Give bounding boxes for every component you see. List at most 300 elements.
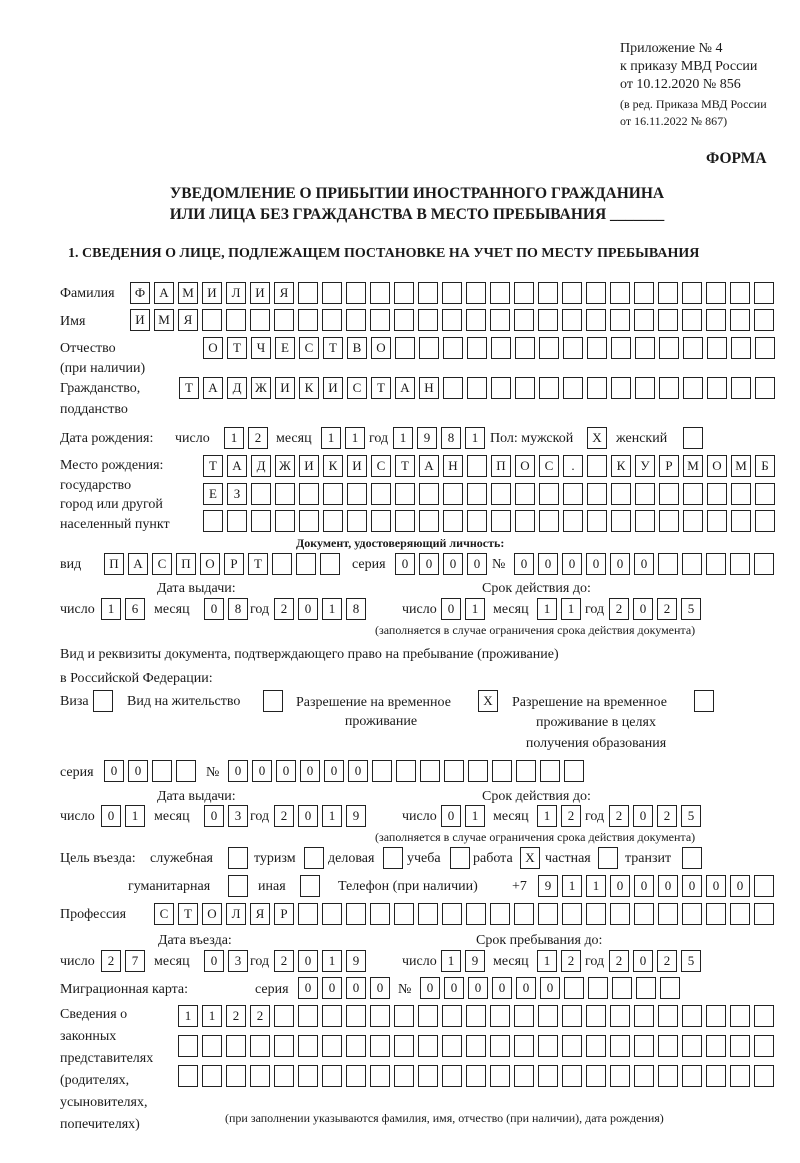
birth-place-row3-box[interactable] — [251, 510, 271, 532]
citizenship-box[interactable] — [515, 377, 535, 399]
representatives-row3-box[interactable] — [514, 1065, 534, 1087]
doc-kind-box[interactable] — [272, 553, 292, 575]
purpose-option-checkbox[interactable] — [228, 847, 248, 869]
residence-number-box[interactable] — [396, 760, 416, 782]
residence-number-box[interactable]: 0 — [228, 760, 248, 782]
phone-box[interactable]: 9 — [538, 875, 558, 897]
birth-place-row3-box[interactable] — [443, 510, 463, 532]
citizenship-box[interactable]: К — [299, 377, 319, 399]
profession-box[interactable] — [298, 903, 318, 925]
purpose-option-checkbox[interactable] — [228, 875, 248, 897]
name-box[interactable] — [706, 309, 726, 331]
birth-place-row2-box[interactable] — [251, 483, 271, 505]
sex-male-checkbox[interactable]: X — [587, 427, 607, 449]
birth-place-row1-box[interactable]: М — [683, 455, 703, 477]
phone-box[interactable]: 0 — [658, 875, 678, 897]
profession-box[interactable] — [490, 903, 510, 925]
profession-box[interactable] — [562, 903, 582, 925]
birth-place-row1-box[interactable]: К — [611, 455, 631, 477]
representatives-row3-box[interactable] — [250, 1065, 270, 1087]
representatives-row3-box[interactable] — [298, 1065, 318, 1087]
profession-box[interactable] — [370, 903, 390, 925]
purpose-option-checkbox[interactable] — [383, 847, 403, 869]
birth-place-row2-box[interactable] — [419, 483, 439, 505]
entry-year-box[interactable]: 1 — [322, 950, 342, 972]
residence-number-box[interactable]: 0 — [348, 760, 368, 782]
name-box[interactable] — [466, 309, 486, 331]
birth-place-row3-box[interactable] — [275, 510, 295, 532]
birth-place-row2-box[interactable] — [539, 483, 559, 505]
residence-series-box[interactable]: 0 — [104, 760, 124, 782]
surname-box[interactable] — [706, 282, 726, 304]
migration-series-box[interactable]: 0 — [346, 977, 366, 999]
migration-number-box[interactable]: 0 — [444, 977, 464, 999]
residence-number-box[interactable] — [516, 760, 536, 782]
surname-box[interactable] — [322, 282, 342, 304]
migration-number-box[interactable] — [636, 977, 656, 999]
residence-number-box[interactable]: 0 — [300, 760, 320, 782]
surname-box[interactable] — [490, 282, 510, 304]
phone-box[interactable]: 1 — [562, 875, 582, 897]
representatives-row1-box[interactable] — [466, 1005, 486, 1027]
surname-box[interactable] — [538, 282, 558, 304]
phone-box[interactable]: 1 — [586, 875, 606, 897]
citizenship-box[interactable]: Н — [419, 377, 439, 399]
representatives-row1-box[interactable] — [658, 1005, 678, 1027]
profession-box[interactable] — [658, 903, 678, 925]
birth-year-box[interactable]: 1 — [465, 427, 485, 449]
doc-series-box[interactable]: 0 — [395, 553, 415, 575]
birth-place-row1-box[interactable]: М — [731, 455, 751, 477]
profession-box[interactable]: О — [202, 903, 222, 925]
citizenship-box[interactable]: Т — [179, 377, 199, 399]
representatives-row1-box[interactable]: 2 — [250, 1005, 270, 1027]
surname-box[interactable] — [514, 282, 534, 304]
doc-kind-box[interactable]: О — [200, 553, 220, 575]
birth-place-row2-box[interactable] — [635, 483, 655, 505]
representatives-row3-box[interactable] — [490, 1065, 510, 1087]
representatives-row1-box[interactable] — [418, 1005, 438, 1027]
citizenship-box[interactable] — [731, 377, 751, 399]
patronymic-box[interactable] — [683, 337, 703, 359]
birth-place-row3-box[interactable] — [611, 510, 631, 532]
birth-place-row1-box[interactable] — [467, 455, 487, 477]
name-box[interactable] — [298, 309, 318, 331]
citizenship-box[interactable] — [539, 377, 559, 399]
purpose-option-checkbox[interactable] — [682, 847, 702, 869]
patronymic-box[interactable]: Ч — [251, 337, 271, 359]
purpose-option-checkbox[interactable] — [300, 875, 320, 897]
representatives-row1-box[interactable] — [538, 1005, 558, 1027]
representatives-row3-box[interactable] — [442, 1065, 462, 1087]
doc-number-box[interactable] — [682, 553, 702, 575]
migration-number-box[interactable] — [564, 977, 584, 999]
birth-place-row1-box[interactable]: А — [419, 455, 439, 477]
representatives-row3-box[interactable] — [346, 1065, 366, 1087]
surname-box[interactable] — [610, 282, 630, 304]
birth-place-row1-box[interactable]: У — [635, 455, 655, 477]
birth-place-row3-box[interactable] — [587, 510, 607, 532]
birth-place-row1-box[interactable]: К — [323, 455, 343, 477]
name-box[interactable]: М — [154, 309, 174, 331]
name-box[interactable] — [346, 309, 366, 331]
representatives-row2-box[interactable] — [538, 1035, 558, 1057]
surname-box[interactable] — [418, 282, 438, 304]
representatives-row1-box[interactable] — [586, 1005, 606, 1027]
stay_until-day-box[interactable]: 1 — [441, 950, 461, 972]
representatives-row3-box[interactable] — [202, 1065, 222, 1087]
birth-day-box[interactable]: 1 — [224, 427, 244, 449]
residence-number-box[interactable] — [540, 760, 560, 782]
birth-place-row1-box[interactable]: О — [707, 455, 727, 477]
representatives-row2-box[interactable] — [370, 1035, 390, 1057]
name-box[interactable] — [274, 309, 294, 331]
representatives-row1-box[interactable]: 1 — [202, 1005, 222, 1027]
name-box[interactable] — [490, 309, 510, 331]
name-box[interactable] — [418, 309, 438, 331]
surname-box[interactable] — [298, 282, 318, 304]
citizenship-box[interactable] — [635, 377, 655, 399]
birth-place-row2-box[interactable]: Е — [203, 483, 223, 505]
citizenship-box[interactable]: И — [275, 377, 295, 399]
id_doc-issue-day-box[interactable]: 1 — [101, 598, 121, 620]
patronymic-box[interactable]: Е — [275, 337, 295, 359]
name-box[interactable] — [514, 309, 534, 331]
birth-place-row3-box[interactable] — [323, 510, 343, 532]
representatives-row3-box[interactable] — [634, 1065, 654, 1087]
birth-place-row1-box[interactable]: Д — [251, 455, 271, 477]
birth-place-row3-box[interactable] — [467, 510, 487, 532]
doc-number-box[interactable] — [658, 553, 678, 575]
representatives-row2-box[interactable] — [730, 1035, 750, 1057]
birth-place-row3-box[interactable] — [227, 510, 247, 532]
surname-box[interactable] — [562, 282, 582, 304]
profession-box[interactable] — [418, 903, 438, 925]
patronymic-box[interactable] — [755, 337, 775, 359]
surname-box[interactable] — [586, 282, 606, 304]
profession-box[interactable] — [586, 903, 606, 925]
name-box[interactable] — [322, 309, 342, 331]
citizenship-box[interactable]: А — [203, 377, 223, 399]
residence_doc-valid-year-box[interactable]: 2 — [657, 805, 677, 827]
profession-box[interactable] — [514, 903, 534, 925]
residence_doc-issue-year-box[interactable]: 0 — [298, 805, 318, 827]
representatives-row1-box[interactable] — [346, 1005, 366, 1027]
surname-box[interactable]: Я — [274, 282, 294, 304]
representatives-row1-box[interactable] — [370, 1005, 390, 1027]
residence_doc-valid-month-box[interactable]: 2 — [561, 805, 581, 827]
profession-box[interactable] — [346, 903, 366, 925]
birth-year-box[interactable]: 9 — [417, 427, 437, 449]
name-box[interactable] — [610, 309, 630, 331]
patronymic-box[interactable] — [707, 337, 727, 359]
residence_doc-valid-month-box[interactable]: 1 — [537, 805, 557, 827]
birth-place-row1-box[interactable]: Б — [755, 455, 775, 477]
name-box[interactable] — [586, 309, 606, 331]
patronymic-box[interactable] — [467, 337, 487, 359]
id_doc-valid-day-box[interactable]: 0 — [441, 598, 461, 620]
stay_until-month-box[interactable]: 1 — [537, 950, 557, 972]
stay_until-day-box[interactable]: 9 — [465, 950, 485, 972]
visa-checkbox[interactable] — [93, 690, 113, 712]
citizenship-box[interactable] — [755, 377, 775, 399]
surname-box[interactable] — [682, 282, 702, 304]
id_doc-valid-day-box[interactable]: 1 — [465, 598, 485, 620]
representatives-row1-box[interactable] — [394, 1005, 414, 1027]
doc-kind-box[interactable] — [320, 553, 340, 575]
stay_until-year-box[interactable]: 2 — [609, 950, 629, 972]
sex-female-checkbox[interactable] — [683, 427, 703, 449]
representatives-row1-box[interactable] — [682, 1005, 702, 1027]
profession-box[interactable] — [610, 903, 630, 925]
birth-place-row3-box[interactable] — [659, 510, 679, 532]
surname-box[interactable] — [634, 282, 654, 304]
name-box[interactable] — [538, 309, 558, 331]
birth-place-row3-box[interactable] — [563, 510, 583, 532]
residence-number-box[interactable]: 0 — [252, 760, 272, 782]
phone-box[interactable]: 0 — [706, 875, 726, 897]
patronymic-box[interactable]: В — [347, 337, 367, 359]
representatives-row2-box[interactable] — [226, 1035, 246, 1057]
representatives-row2-box[interactable] — [346, 1035, 366, 1057]
stay_until-year-box[interactable]: 2 — [657, 950, 677, 972]
birth-place-row2-box[interactable] — [371, 483, 391, 505]
residence-number-box[interactable] — [444, 760, 464, 782]
birth-place-row2-box[interactable] — [275, 483, 295, 505]
birth-place-row2-box[interactable] — [707, 483, 727, 505]
residence_doc-issue-year-box[interactable]: 1 — [322, 805, 342, 827]
representatives-row3-box[interactable] — [730, 1065, 750, 1087]
representatives-row1-box[interactable] — [730, 1005, 750, 1027]
entry-year-box[interactable]: 9 — [346, 950, 366, 972]
representatives-row1-box[interactable] — [706, 1005, 726, 1027]
representatives-row2-box[interactable] — [466, 1035, 486, 1057]
patronymic-box[interactable] — [659, 337, 679, 359]
birth-place-row2-box[interactable] — [563, 483, 583, 505]
birth-place-row2-box[interactable] — [299, 483, 319, 505]
doc-kind-box[interactable]: Т — [248, 553, 268, 575]
patronymic-box[interactable] — [587, 337, 607, 359]
surname-box[interactable]: Л — [226, 282, 246, 304]
profession-box[interactable]: Я — [250, 903, 270, 925]
residence-series-box[interactable] — [152, 760, 172, 782]
migration-number-box[interactable] — [612, 977, 632, 999]
patronymic-box[interactable] — [515, 337, 535, 359]
representatives-row3-box[interactable] — [610, 1065, 630, 1087]
entry-year-box[interactable]: 0 — [298, 950, 318, 972]
representatives-row1-box[interactable] — [610, 1005, 630, 1027]
birth-place-row2-box[interactable] — [467, 483, 487, 505]
residence_doc-valid-year-box[interactable]: 0 — [633, 805, 653, 827]
edu-permit-checkbox[interactable] — [694, 690, 714, 712]
name-box[interactable] — [730, 309, 750, 331]
stay_until-year-box[interactable]: 5 — [681, 950, 701, 972]
entry-month-box[interactable]: 3 — [228, 950, 248, 972]
representatives-row3-box[interactable] — [706, 1065, 726, 1087]
profession-box[interactable] — [706, 903, 726, 925]
residence-series-box[interactable]: 0 — [128, 760, 148, 782]
citizenship-box[interactable] — [563, 377, 583, 399]
surname-box[interactable] — [658, 282, 678, 304]
doc-number-box[interactable]: 0 — [610, 553, 630, 575]
birth-place-row1-box[interactable]: Т — [203, 455, 223, 477]
stay_until-year-box[interactable]: 0 — [633, 950, 653, 972]
profession-box[interactable] — [730, 903, 750, 925]
birth-place-row2-box[interactable] — [659, 483, 679, 505]
phone-box[interactable]: 0 — [730, 875, 750, 897]
representatives-row2-box[interactable] — [490, 1035, 510, 1057]
birth-place-row2-box[interactable] — [491, 483, 511, 505]
name-box[interactable] — [202, 309, 222, 331]
residence_doc-issue-day-box[interactable]: 1 — [125, 805, 145, 827]
citizenship-box[interactable]: Т — [371, 377, 391, 399]
residence-number-box[interactable] — [468, 760, 488, 782]
representatives-row1-box[interactable] — [634, 1005, 654, 1027]
doc-series-box[interactable]: 0 — [467, 553, 487, 575]
name-box[interactable] — [442, 309, 462, 331]
profession-box[interactable]: С — [154, 903, 174, 925]
surname-box[interactable] — [394, 282, 414, 304]
representatives-row2-box[interactable] — [322, 1035, 342, 1057]
representatives-row3-box[interactable] — [466, 1065, 486, 1087]
birth-place-row2-box[interactable] — [755, 483, 775, 505]
patronymic-box[interactable] — [611, 337, 631, 359]
representatives-row2-box[interactable] — [634, 1035, 654, 1057]
profession-box[interactable]: Л — [226, 903, 246, 925]
citizenship-box[interactable] — [443, 377, 463, 399]
name-box[interactable] — [658, 309, 678, 331]
representatives-row3-box[interactable] — [538, 1065, 558, 1087]
doc-number-box[interactable]: 0 — [514, 553, 534, 575]
patronymic-box[interactable] — [635, 337, 655, 359]
id_doc-issue-month-box[interactable]: 8 — [228, 598, 248, 620]
birth-place-row1-box[interactable] — [587, 455, 607, 477]
residence_doc-issue-month-box[interactable]: 3 — [228, 805, 248, 827]
citizenship-box[interactable] — [491, 377, 511, 399]
name-box[interactable] — [394, 309, 414, 331]
surname-box[interactable]: А — [154, 282, 174, 304]
name-box[interactable]: И — [130, 309, 150, 331]
patronymic-box[interactable] — [563, 337, 583, 359]
birth-place-row3-box[interactable] — [731, 510, 751, 532]
temp-permit-checkbox[interactable]: X — [478, 690, 498, 712]
representatives-row1-box[interactable] — [274, 1005, 294, 1027]
birth-place-row1-box[interactable]: . — [563, 455, 583, 477]
profession-box[interactable] — [634, 903, 654, 925]
doc-series-box[interactable]: 0 — [443, 553, 463, 575]
birth-place-row2-box[interactable] — [611, 483, 631, 505]
purpose-option-checkbox[interactable] — [598, 847, 618, 869]
purpose-option-checkbox[interactable]: X — [520, 847, 540, 869]
patronymic-box[interactable] — [395, 337, 415, 359]
birth-place-row3-box[interactable] — [539, 510, 559, 532]
profession-box[interactable] — [754, 903, 774, 925]
patronymic-box[interactable]: Т — [323, 337, 343, 359]
profession-box[interactable]: Р — [274, 903, 294, 925]
doc-kind-box[interactable]: П — [176, 553, 196, 575]
name-box[interactable] — [562, 309, 582, 331]
residence_doc-issue-month-box[interactable]: 0 — [204, 805, 224, 827]
citizenship-box[interactable] — [467, 377, 487, 399]
migration-number-box[interactable]: 0 — [516, 977, 536, 999]
birth-place-row1-box[interactable]: Ж — [275, 455, 295, 477]
birth-place-row2-box[interactable] — [587, 483, 607, 505]
birth-place-row1-box[interactable]: И — [347, 455, 367, 477]
doc-number-box[interactable] — [730, 553, 750, 575]
surname-box[interactable]: Ф — [130, 282, 150, 304]
birth-place-row3-box[interactable] — [755, 510, 775, 532]
entry-year-box[interactable]: 2 — [274, 950, 294, 972]
name-box[interactable] — [226, 309, 246, 331]
birth-day-box[interactable]: 2 — [248, 427, 268, 449]
patronymic-box[interactable]: О — [371, 337, 391, 359]
name-box[interactable] — [370, 309, 390, 331]
patronymic-box[interactable]: Т — [227, 337, 247, 359]
name-box[interactable]: Я — [178, 309, 198, 331]
profession-box[interactable] — [466, 903, 486, 925]
birth-place-row2-box[interactable] — [515, 483, 535, 505]
representatives-row2-box[interactable] — [754, 1035, 774, 1057]
representatives-row1-box[interactable] — [442, 1005, 462, 1027]
birth-place-row3-box[interactable] — [371, 510, 391, 532]
id_doc-issue-year-box[interactable]: 1 — [322, 598, 342, 620]
birth-place-row2-box[interactable] — [443, 483, 463, 505]
surname-box[interactable] — [754, 282, 774, 304]
migration-number-box[interactable] — [588, 977, 608, 999]
birth-year-box[interactable]: 8 — [441, 427, 461, 449]
representatives-row2-box[interactable] — [202, 1035, 222, 1057]
surname-box[interactable]: И — [250, 282, 270, 304]
representatives-row3-box[interactable] — [682, 1065, 702, 1087]
representatives-row2-box[interactable] — [178, 1035, 198, 1057]
representatives-row1-box[interactable]: 1 — [178, 1005, 198, 1027]
residence-number-box[interactable]: 0 — [276, 760, 296, 782]
profession-box[interactable] — [538, 903, 558, 925]
purpose-option-checkbox[interactable] — [450, 847, 470, 869]
migration-series-box[interactable]: 0 — [322, 977, 342, 999]
doc-number-box[interactable]: 0 — [586, 553, 606, 575]
birth-place-row3-box[interactable] — [635, 510, 655, 532]
birth-place-row3-box[interactable] — [395, 510, 415, 532]
birth-place-row3-box[interactable] — [491, 510, 511, 532]
representatives-row2-box[interactable] — [250, 1035, 270, 1057]
birth-place-row3-box[interactable] — [707, 510, 727, 532]
birth-place-row2-box[interactable] — [323, 483, 343, 505]
representatives-row3-box[interactable] — [562, 1065, 582, 1087]
citizenship-box[interactable] — [707, 377, 727, 399]
birth-place-row3-box[interactable] — [419, 510, 439, 532]
migration-number-box[interactable]: 0 — [420, 977, 440, 999]
id_doc-valid-year-box[interactable]: 2 — [657, 598, 677, 620]
representatives-row3-box[interactable] — [658, 1065, 678, 1087]
representatives-row2-box[interactable] — [298, 1035, 318, 1057]
birth-place-row2-box[interactable] — [347, 483, 367, 505]
doc-series-box[interactable]: 0 — [419, 553, 439, 575]
surname-box[interactable]: М — [178, 282, 198, 304]
id_doc-issue-month-box[interactable]: 0 — [204, 598, 224, 620]
phone-box[interactable]: 0 — [634, 875, 654, 897]
representatives-row1-box[interactable] — [562, 1005, 582, 1027]
profession-box[interactable] — [442, 903, 462, 925]
citizenship-box[interactable]: А — [395, 377, 415, 399]
purpose-option-checkbox[interactable] — [304, 847, 324, 869]
representatives-row2-box[interactable] — [682, 1035, 702, 1057]
citizenship-box[interactable]: Ж — [251, 377, 271, 399]
representatives-row1-box[interactable] — [754, 1005, 774, 1027]
representatives-row3-box[interactable] — [322, 1065, 342, 1087]
doc-kind-box[interactable] — [296, 553, 316, 575]
phone-box[interactable]: 0 — [610, 875, 630, 897]
